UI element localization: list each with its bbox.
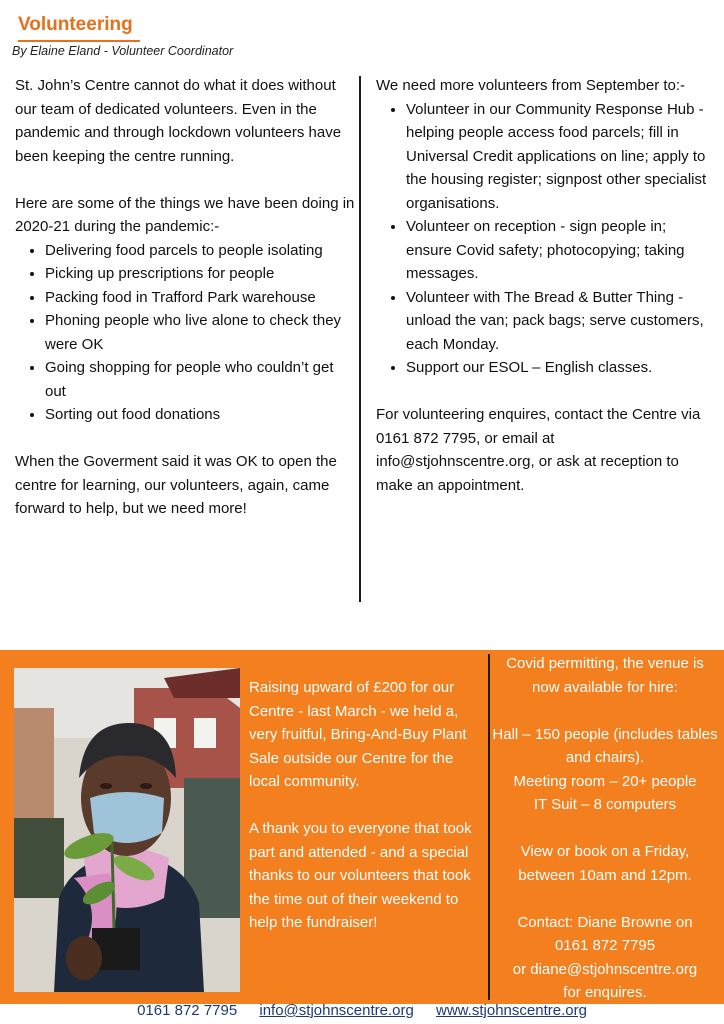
left-column	[15, 74, 355, 521]
venue-contact-line: Contact: Diane Browne on	[517, 913, 693, 931]
plant-sale-paragraph: Raising upward of £200 for our Centre - last March - we held a, very fruitful, Bring-And-Buy Plant Sale outside our Centre for the local community.	[249, 679, 467, 790]
plant-sale-text	[249, 676, 481, 935]
venue-booking: View or book on a Friday, between 10am and 12pm.	[518, 843, 692, 884]
title-underline	[18, 40, 140, 42]
footer	[0, 1002, 724, 1019]
footer-website-link[interactable]: www.stjohnscentre.org	[436, 1002, 587, 1019]
venue-meeting-room: Meeting room – 20+ people	[513, 772, 697, 790]
volunteer-photo-illustration	[14, 668, 240, 992]
venue-hall: Hall – 150 people (includes tables and chairs).	[492, 725, 718, 766]
closing-paragraph: When the Goverment said it was OK to open the centre for learning, our volunteers, again, came forward to help, but we need more!	[15, 453, 337, 517]
list-item: • Delivering food parcels to people isolating	[45, 239, 355, 263]
pandemic-activities-list	[15, 239, 355, 427]
list-item: • Volunteer with The Bread & Butter Thing - unload the van; pack bags; serve customers, each Monday.	[406, 286, 711, 357]
list-item: • Support our ESOL – English classes.	[406, 356, 711, 380]
volunteer-roles-list	[376, 98, 711, 380]
volunteer-intro: We need more volunteers from September to:-	[376, 77, 686, 94]
list-item: • Phoning people who live alone to check they were OK	[45, 309, 355, 356]
venue-contact-line: for enquires.	[563, 984, 647, 1001]
list-item: • Packing food in Trafford Park warehouse	[45, 286, 355, 310]
page-title: Volunteering	[18, 14, 133, 35]
venue-intro: Covid permitting, the venue is now available for hire:	[506, 655, 704, 696]
list-item: • Sorting out food donations	[45, 403, 355, 427]
right-column	[376, 74, 711, 497]
intro-paragraph: St. John’s Centre cannot do what it does without our team of dedicated volunteers. Even in the pandemic and through lockdown volunteers have been keeping the centre running.	[15, 77, 342, 165]
list-intro: Here are some of the things we have been doing in 2020-21 during the pandemic:-	[15, 194, 355, 235]
venue-hire-text	[492, 652, 718, 1005]
list-item: • Going shopping for people who couldn’t get out	[45, 356, 355, 403]
list-item: • Picking up prescriptions for people	[45, 262, 355, 286]
venue-contact-line: 0161 872 7795	[554, 937, 656, 954]
band-divider	[488, 654, 490, 1000]
footer-phone: 0161 872 7795	[137, 1002, 238, 1019]
venue-it-suite: IT Suit – 8 computers	[533, 796, 677, 813]
volunteer-photo	[14, 668, 240, 992]
venue-contact-line: or diane@stjohnscentre.org	[512, 960, 698, 978]
byline: By Elaine Eland - Volunteer Coordinator	[12, 44, 234, 58]
footer-email-link[interactable]: info@stjohnscentre.org	[259, 1002, 414, 1019]
list-item: • Volunteer in our Community Response Hub - helping people access food parcels; fill in Universal Credit applications on line; apply to the housing register; signpost other specialist organisations.	[406, 98, 711, 216]
thank-you-paragraph: A thank you to everyone that took part and attended - and a special thanks to our volunteers that took the time out of their weekend to help the fundraiser!	[249, 820, 472, 931]
list-item: • Volunteer on reception - sign people in; ensure Covid safety; photocopying; taking messages.	[406, 215, 711, 286]
column-divider	[359, 76, 361, 602]
contact-paragraph: For volunteering enquires, contact the Centre via 0161 872 7795, or email at info@stjohnscentre.org, or ask at reception to make an appointment.	[376, 406, 701, 494]
